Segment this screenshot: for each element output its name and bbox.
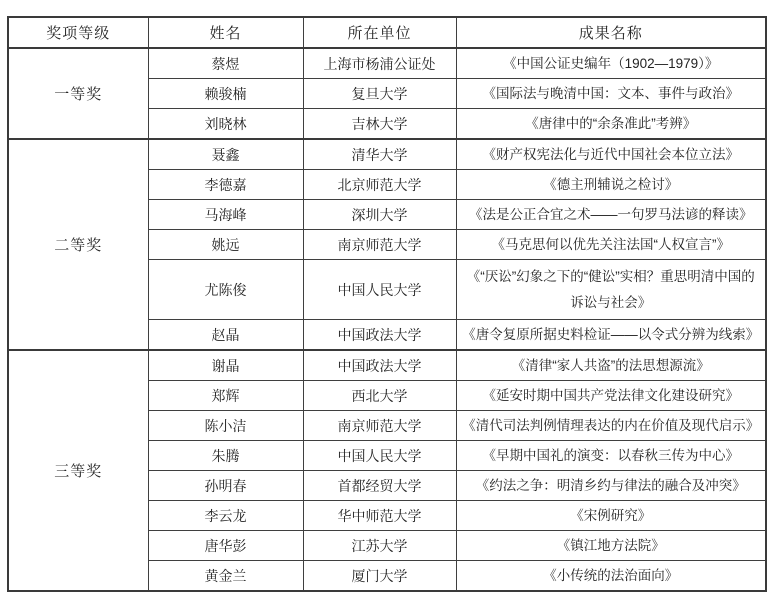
table-header-row [8,17,766,48]
award-cell-third-prize: 三等奖 [8,350,148,591]
name-cell: 陈小洁 [148,411,303,441]
work-cell: 《宋例研究》 [456,501,766,531]
work-cell: 《小传统的法治面向》 [456,561,766,592]
name-cell: 李德嘉 [148,170,303,200]
name-cell: 孙明春 [148,471,303,501]
award-cell-first-prize: 一等奖 [8,48,148,139]
name-cell: 赖骏楠 [148,79,303,109]
work-cell: 《清律“家人共盗”的法思想源流》 [456,350,766,381]
name-cell: 刘晓林 [148,109,303,140]
org-cell: 南京师范大学 [303,230,456,260]
name-cell: 尤陈俊 [148,260,303,320]
org-cell: 首都经贸大学 [303,471,456,501]
work-cell: 《约法之争：明清乡约与律法的融合及冲突》 [456,471,766,501]
name-cell: 谢晶 [148,350,303,381]
name-cell: 马海峰 [148,200,303,230]
table-row [8,139,766,170]
org-cell: 西北大学 [303,381,456,411]
org-cell: 中国政法大学 [303,320,456,351]
work-cell: 《国际法与晚清中国：文本、事件与政治》 [456,79,766,109]
org-cell: 深圳大学 [303,200,456,230]
header-award-level: 奖项等级 [8,17,148,48]
table-row [8,48,766,79]
work-cell: 《唐令复原所据史料检证——以令式分辨为线索》 [456,320,766,351]
name-cell: 朱腾 [148,441,303,471]
name-cell: 郑辉 [148,381,303,411]
name-cell: 聂鑫 [148,139,303,170]
work-cell: 《早期中国礼的演变：以春秋三传为中心》 [456,441,766,471]
org-cell: 华中师范大学 [303,501,456,531]
name-cell: 黄金兰 [148,561,303,592]
award-results-table [7,16,767,592]
header-name: 姓名 [148,17,303,48]
org-cell: 江苏大学 [303,531,456,561]
work-cell: 《镇江地方法院》 [456,531,766,561]
name-cell: 姚远 [148,230,303,260]
org-cell: 上海市杨浦公证处 [303,48,456,79]
work-cell: 《中国公证史编年（1902—1979）》 [456,48,766,79]
work-cell: 《延安时期中国共产党法律文化建设研究》 [456,381,766,411]
header-work-title: 成果名称 [456,17,766,48]
work-cell: 《德主刑辅说之检讨》 [456,170,766,200]
org-cell: 厦门大学 [303,561,456,592]
work-cell: 《财产权宪法化与近代中国社会本位立法》 [456,139,766,170]
name-cell: 赵晶 [148,320,303,351]
header-organization: 所在单位 [303,17,456,48]
name-cell: 唐华彭 [148,531,303,561]
org-cell: 中国人民大学 [303,441,456,471]
org-cell: 中国政法大学 [303,350,456,381]
name-cell: 李云龙 [148,501,303,531]
org-cell: 吉林大学 [303,109,456,140]
org-cell: 清华大学 [303,139,456,170]
org-cell: 中国人民大学 [303,260,456,320]
table-row [8,350,766,381]
name-cell: 蔡煜 [148,48,303,79]
work-cell: 《清代司法判例情理表达的内在价值及现代启示》 [456,411,766,441]
work-cell: 《“厌讼”幻象之下的“健讼”实相？重思明清中国的诉讼与社会》 [456,260,766,320]
award-cell-second-prize: 二等奖 [8,139,148,350]
work-cell: 《法是公正合宜之术——一句罗马法谚的释读》 [456,200,766,230]
org-cell: 北京师范大学 [303,170,456,200]
org-cell: 复旦大学 [303,79,456,109]
org-cell: 南京师范大学 [303,411,456,441]
work-cell: 《马克思何以优先关注法国“人权宣言”》 [456,230,766,260]
work-cell: 《唐律中的“余条准此”考辨》 [456,109,766,140]
